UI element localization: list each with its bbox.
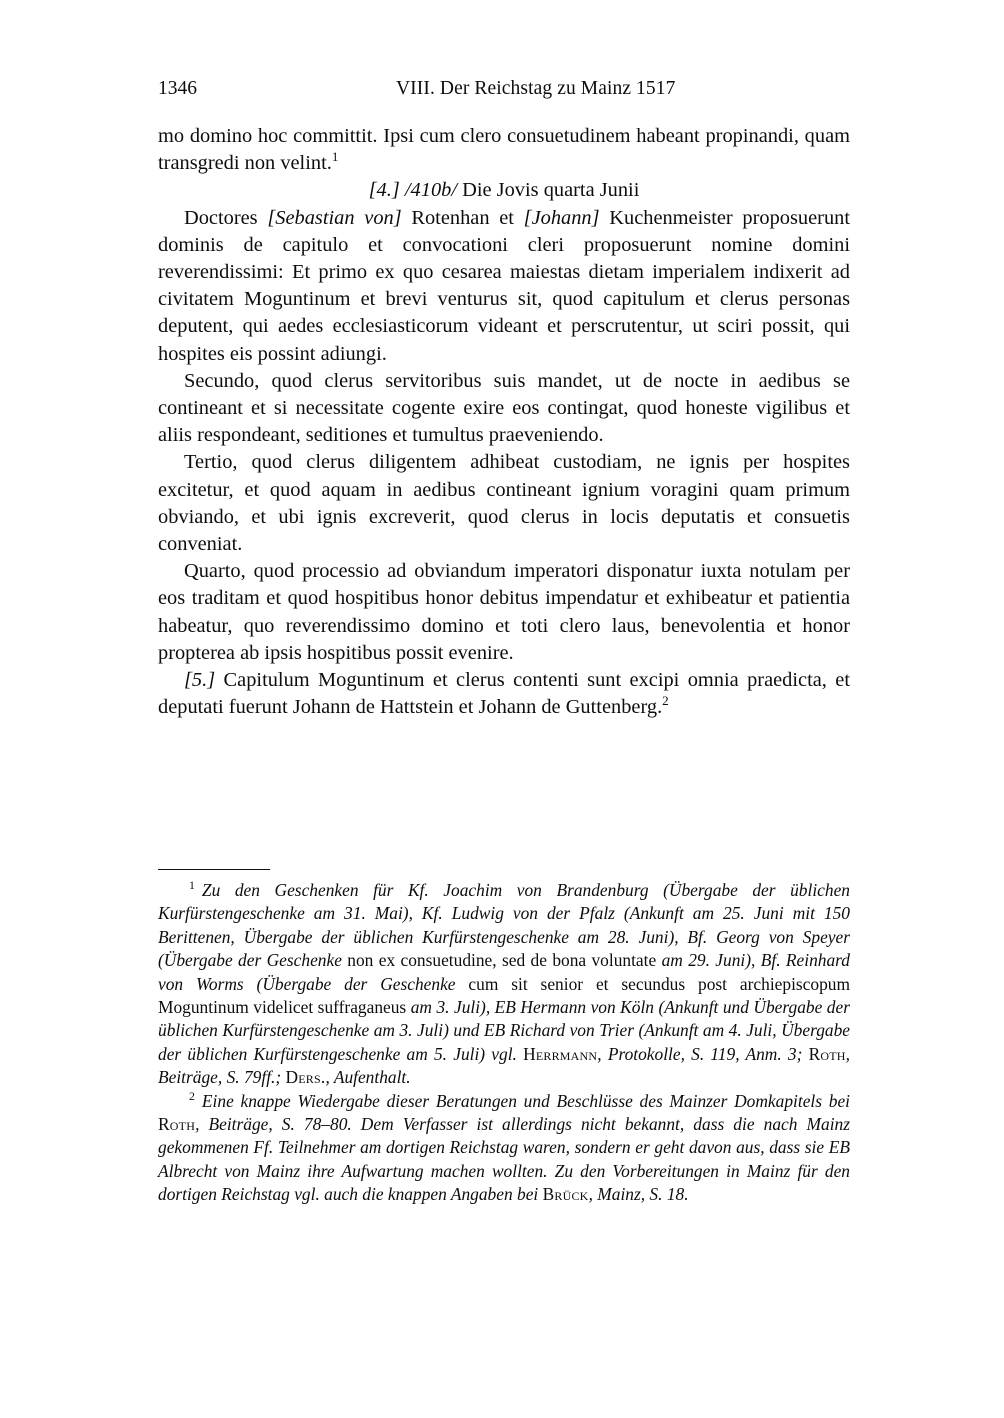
doctores-rest: Kuchenmeister proposuerunt dominis de capitulo et convocationi cleri proposuerunt nomine domini reverendissimi: Et primo ex quo cesarea maiestas dietam imperialem indixerit ad civitatem Moguntinum et brevi venturus sit, quod capitulum et clerus personas deputent, qui aedes ecclesiasticorum videant et perscrutentur, ut sciri possit, qui hospites eis possint adiungi. [158,206,851,365]
editorial-name-johann: [Johann] [523,206,600,229]
paragraph-doctores [158,205,850,368]
section-heading [158,177,850,204]
footnote-1-marker: 1 [189,878,195,893]
footnote-1-seg03: am 29. Juni), Bf. Reinhard von Worms (Übergabe der Geschenke [158,950,850,994]
section-number: [4.] [368,179,400,202]
footnote-1-citation-roth-detail: , Beiträge, S. 79ff.; [158,1043,850,1088]
footnote-1-seg05: am 3. Juli), EB Hermann von Köln (Ankunft und Übergabe der üblichen Kurfürstengeschenke am 3. Juli) und EB Richard von Trier (Ankunft am 4. Juli, Übergabe der üblichen Kurfürstengeschenke am 5. Juli) vgl. [158,997,850,1064]
footnote-1-citation-ders-detail: , Aufenthalt. [325,1067,411,1088]
folio-mark: /410b/ [404,179,458,202]
section-number-five: [5.] [184,669,216,692]
footnote-1 [158,879,850,1090]
footnote-1-seg01: Zu den Geschenken für Kf. Joachim von Brandenburg (Übergabe der üblichen Kurfürstengeschenke am 31. Mai), Kf. Ludwig von der Pfalz (Ankunft am 25. Juni mit 150 Berittenen, Übergabe der üblichen Kurfürstengeschenke am 28. Juni), Bf. Georg von Speyer (Übergabe der Geschenke [158,880,850,971]
doctores-lead: Doctores [184,206,268,229]
paragraph-five [158,667,850,721]
running-head [158,72,850,106]
footnote-1-citation-herrmann-detail: , Protokolle, S. 119, Anm. 3; [597,1043,809,1064]
footnote-2-citation-brueck: Brück [542,1184,589,1205]
footnote-2-marker: 2 [189,1088,195,1103]
paragraph-secundo: Secundo, quod clerus servitoribus suis mandet, ut de nocte in aedibus se contineant et si necessitate cogente exire eos contingat, quod honeste vigilibus et aliis respondeant, seditiones et tumultus praeveniendo. [158,369,850,447]
para-five-text: Capitulum Moguntinum et clerus contenti sunt excipi omnia praedicta, et deputati fuerunt Johann de Hattstein et Johann de Guttenberg. [158,669,850,719]
footnote-2-citation-roth: Roth [158,1114,196,1135]
footnote-1-citation-roth: Roth [808,1043,846,1064]
footnote-2 [158,1090,850,1207]
carryover-text: mo domino hoc committit. Ipsi cum clero consuetudinem habeant propinandi, quam transgredi non velint. [158,125,850,175]
footnote-1-citation-ders: Ders. [285,1067,326,1088]
footnote-1-seg02: non ex consuetudine, sed de bona voluntate [341,950,662,971]
doctores-mid: Rotenhan et [401,206,524,229]
page-number: 1346 [158,78,197,99]
footnote-ref-1[interactable]: 1 [331,149,339,165]
paragraph-tertio: Tertio, quod clerus diligentem adhibeat custodiam, ne ignis per hospites excitetur, et quod aquam in aedibus contineant ignium voragini quam primum obviando, et ubi ignis excreverit, quod clerus in locis deputatis et consuetis conveniat. [158,451,850,556]
paragraph-carryover [158,123,850,177]
page-text-column [158,72,850,721]
footnote-separator-rule [158,869,270,870]
footnote-2-seg03: , Mainz, S. 18. [588,1184,689,1205]
editorial-name-sebastian: [Sebastian von] [267,206,402,229]
footnote-2-seg01: Eine knappe Wiedergabe dieser Beratungen und Beschlüsse des Mainzer Domkapitels bei [201,1090,850,1111]
paragraph-quarto: Quarto, quod processio ad obviandum imperatori disponatur iuxta notulam per eos traditam et quod hospitibus honor debitus impendatur et exhibeatur et patientia habeatur, quo reverendissimo domino et toti clero laus, benevolentia et honor propterea ab ipsis hospitibus possit evenire. [158,560,850,664]
running-head-title: VIII. Der Reichstag zu Mainz 1517 [396,78,676,99]
footnote-1-citation-herrmann: Herrmann [523,1043,598,1064]
footnote-ref-2[interactable]: 2 [662,693,669,709]
footnote-2-seg02: , Beiträge, S. 78–80. Dem Verfasser ist allerdings nicht bekannt, dass die nach Mainz gekommenen Ff. Teilnehmer am dortigen Reichstag waren, sondern er geht davon aus, dass sie EB Albrecht von Mainz ihre Aufwartung machen wollten. Zu den Vorbereitungen in Mainz für den dortigen Reichstag vgl. auch die knappen Angaben bei [158,1114,850,1205]
footnote-1-seg04: cum sit senior et secundus post archiepiscopum Moguntinum videlicet suffraganeus [158,973,851,1018]
body-text [158,123,850,721]
section-title: Die Jovis quarta Junii [462,179,640,202]
footnote-area [158,869,850,1207]
